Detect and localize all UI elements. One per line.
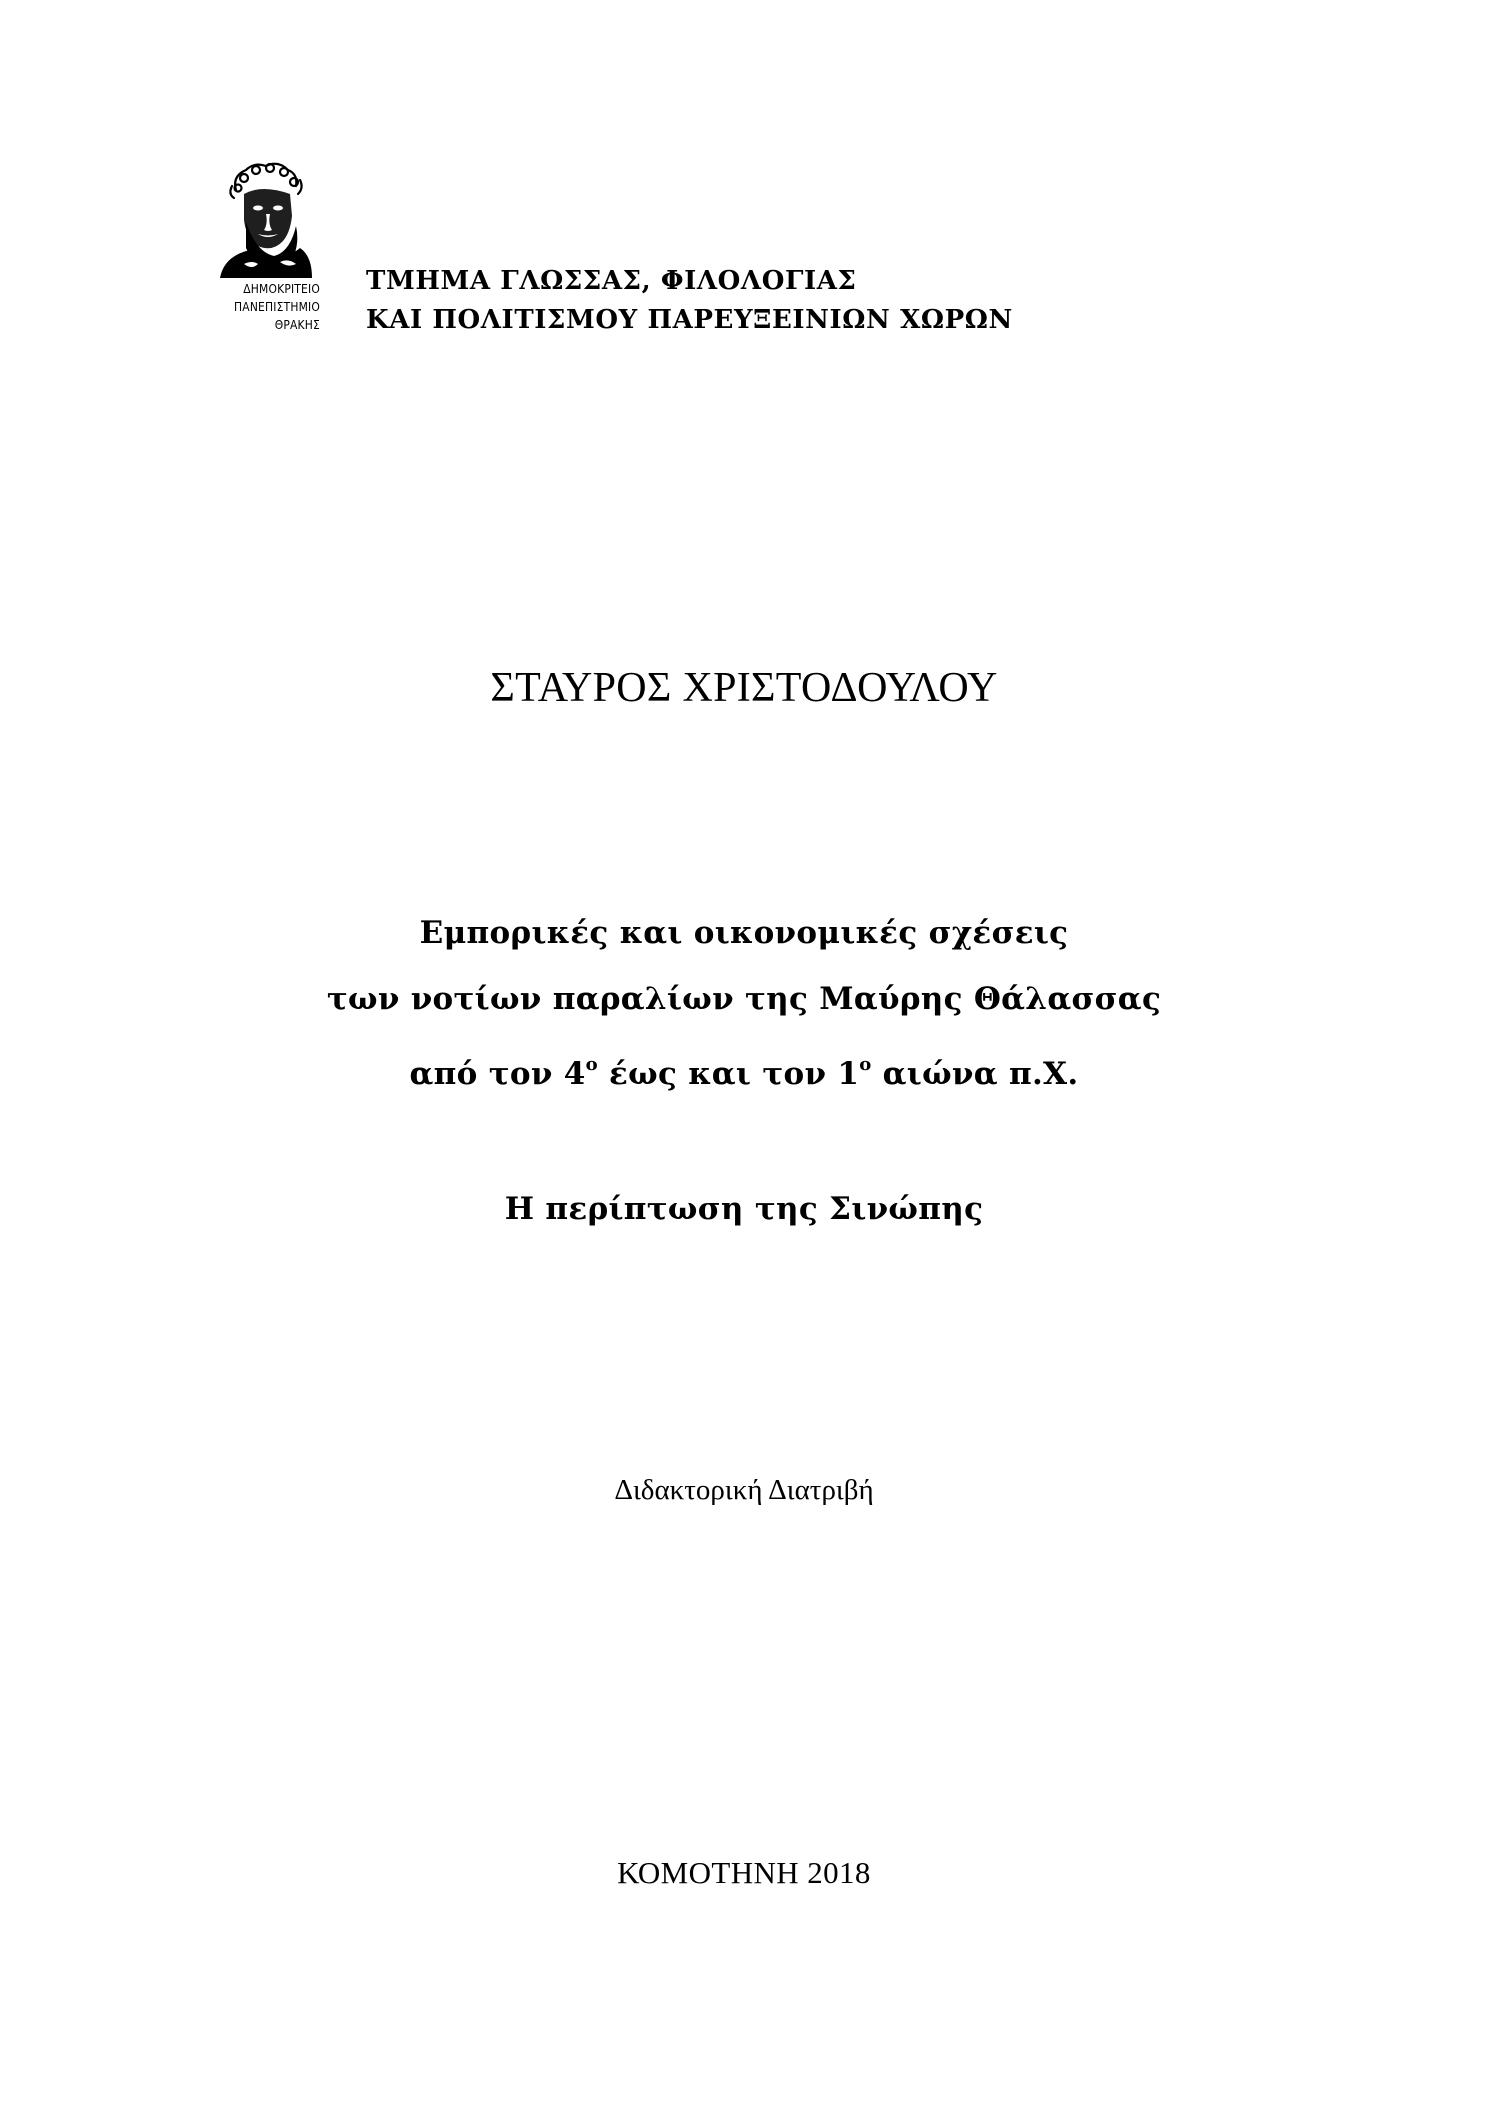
title-line xyxy=(0,1032,1488,1107)
place-and-year: ΚΟΜΟΤΗΝΗ 2018 xyxy=(617,1855,871,1890)
thesis-title xyxy=(0,900,1488,1107)
ordinal-superscript: ο xyxy=(585,1054,598,1075)
title-text: αιώνα π.Χ. xyxy=(871,1056,1079,1092)
logo-line: ΘΡΑΚΗΣ xyxy=(274,317,320,332)
ordinal-superscript: ο xyxy=(859,1054,872,1075)
department-line: ΚΑΙ ΠΟΛΙΤΙΣΜΟΥ ΠΑΡΕΥΞΕΙΝΙΩΝ ΧΩΡΩΝ xyxy=(366,305,1013,335)
title-line: Εμπορικές και οικονομικές σχέσεις xyxy=(419,915,1069,951)
logo-line: ΔΗΜΟΚΡΙΤΕΙΟ xyxy=(243,281,320,296)
university-logo xyxy=(208,160,320,350)
thesis-subtitle: Η περίπτωση της Σινώπης xyxy=(504,1191,984,1227)
department-line: ΤΜΗΜΑ ΓΛΩΣΣΑΣ, ΦΙΛΟΛΟΓΙΑΣ xyxy=(366,266,857,296)
department-name xyxy=(366,262,1013,340)
thesis-type: Διδακτορική Διατριβή xyxy=(614,1474,874,1506)
bust-of-democritus-icon xyxy=(214,160,314,278)
university-name xyxy=(224,280,320,334)
title-line: των νοτίων παραλίων της Μαύρης Θάλασσας xyxy=(326,981,1162,1017)
title-text: έως και τον 1 xyxy=(597,1056,860,1092)
author-name: ΣΤΑΥΡΟΣ ΧΡΙΣΤΟΔΟΥΛΟΥ xyxy=(490,665,998,711)
title-text: από τον 4 xyxy=(409,1056,586,1092)
logo-line: ΠΑΝΕΠΙΣΤΗΜΙΟ xyxy=(234,299,320,314)
